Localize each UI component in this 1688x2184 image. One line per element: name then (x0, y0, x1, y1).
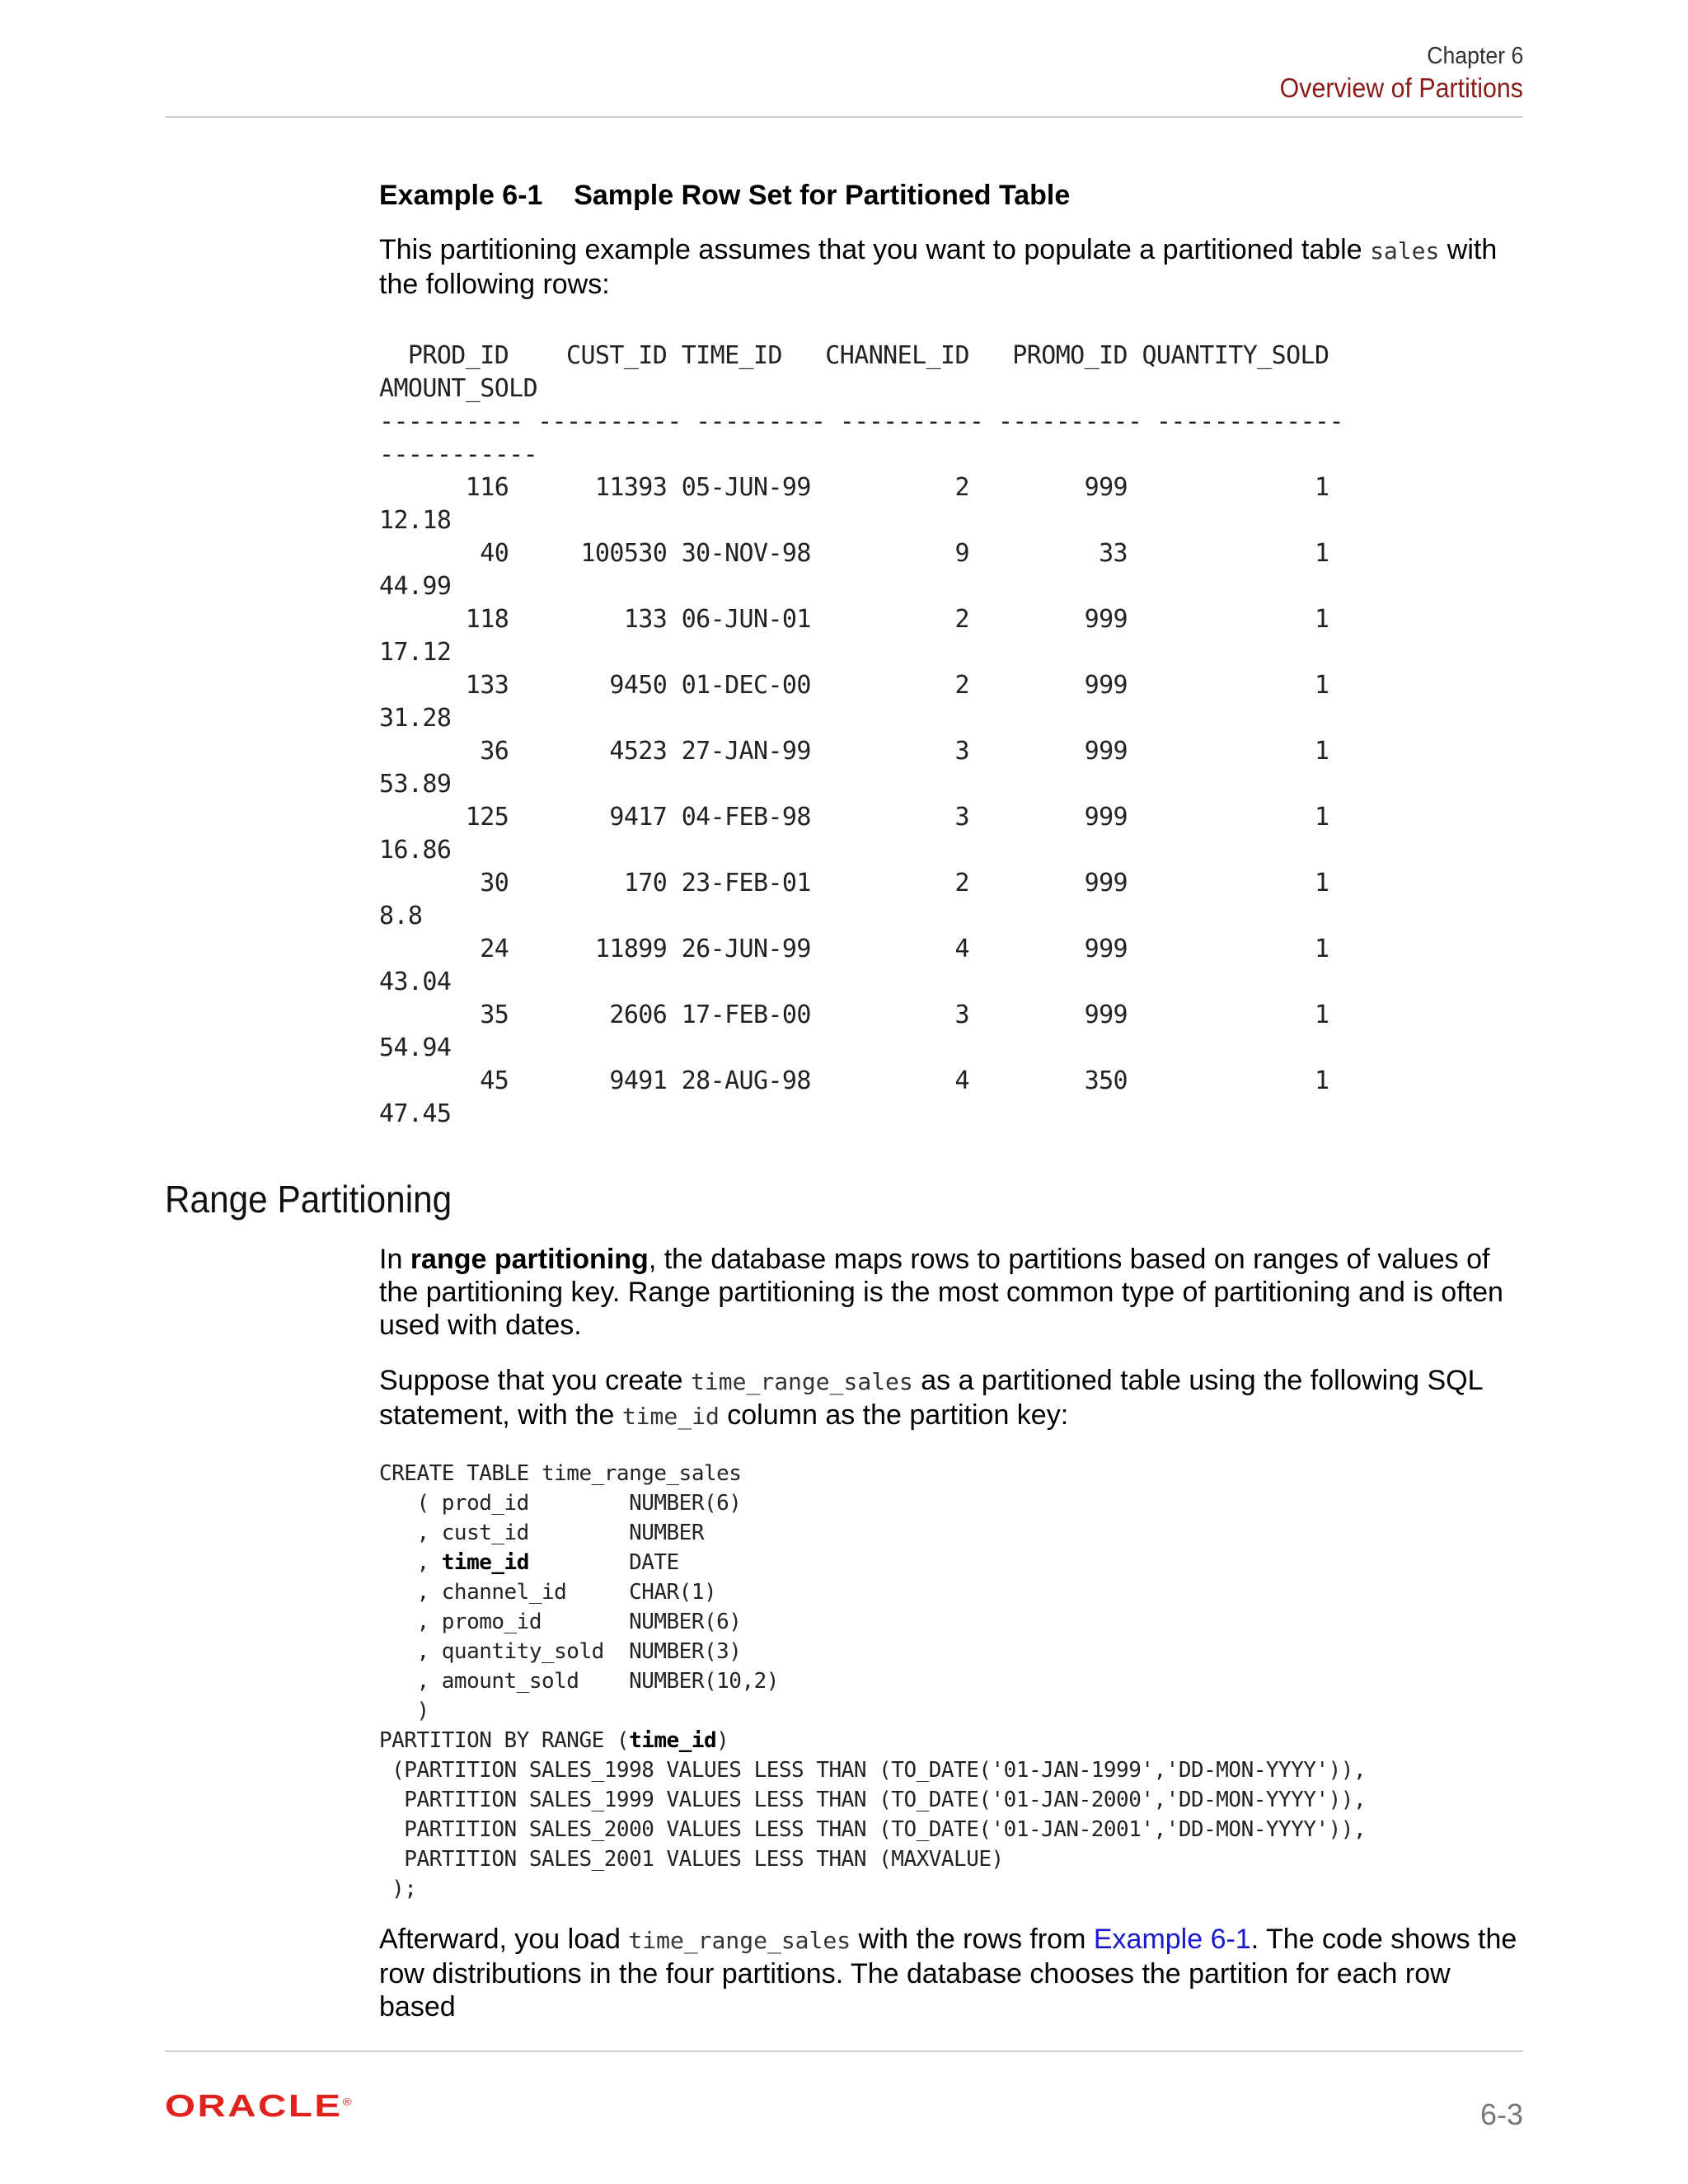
header-divider (165, 116, 1523, 118)
range-paragraph-1: In range partitioning, the database maps rows to partitions based on ranges of values of the partitioning key. Range partitioning is the most common type of partitioning and is often used with dates. (379, 1244, 1503, 1341)
inline-code-sales: sales (1370, 237, 1440, 265)
example-6-1-link[interactable]: Example 6-1 (1093, 1924, 1251, 1955)
create-table-sql: CREATE TABLE time_range_sales ( prod_id NUMBER(6) , cust_id NUMBER , time_id DATE , channel_id CHAR(1) , promo_id NUMBER(6) , quantity_sold NUMBER(3) , amount_sold NUMBER(10,2) ) PARTITION BY RANGE (time_id) (PARTITION SALES_1998 VALUES LESS THAN (TO_DATE('01-JAN-1999','DD-MON-YYYY')), PARTITION SALES_1999 VALUES LESS THAN (TO_DATE('01-JAN-2000','DD-MON-YYYY')), PARTITION SALES_2000 VALUES LESS THAN (TO_DATE('01-JAN-2001','DD-MON-YYYY')), PARTITION SALES_2001 VALUES LESS THAN (MAXVALUE) ); (379, 1461, 1367, 1901)
footer-divider (165, 2050, 1523, 2052)
sample-rows-output: PROD_ID CUST_ID TIME_ID CHANNEL_ID PROMO_ID QUANTITY_SOLD AMOUNT_SOLD ---------- ---------- --------- ---------- ---------- ------------- ----------- 116 11393 05-JUN-99 2 999 1 12.18 40 100530 30-NOV-98 9 33 1 44.99 118 133 06-JUN-01 2 999 1 17.12 133 9450 01-DEC-00 2 999 1 31.28 36 4523 27-JAN-99 3 999 1 53.89 125 9417 04-FEB-98 3 999 1 16.86 30 170 23-FEB-01 2 999 1 8.8 24 11899 26-JUN-99 4 999 1 43.04 35 2606 17-FEB-00 3 999 1 54.94 45 9491 28-AUG-98 4 350 1 47.45 (379, 341, 1343, 1128)
inline-code-time-range-sales: time_range_sales (691, 1368, 913, 1395)
page-number: 6-3 (1479, 2097, 1523, 2131)
range-load-block (379, 1923, 1525, 2023)
range-intro-block (379, 1243, 1525, 1342)
range-create-block (379, 1364, 1525, 1433)
example-intro-block (379, 233, 1525, 301)
range-partitioning-heading: Range Partitioning (165, 1178, 452, 1221)
range-paragraph-2: Suppose that you create time_range_sales as a partitioned table using the following SQL statement, with the time_id column as the partition key: (379, 1365, 1483, 1431)
section-title: Overview of Partitions (1279, 73, 1523, 103)
example-title: Example 6-1 Sample Row Set for Partitioned Table (379, 180, 1071, 211)
range-paragraph-3: Afterward, you load time_range_sales with the rows from Example 6-1. The code shows the row distributions in the four partitions. The database chooses the partition for each row based (379, 1924, 1517, 2022)
oracle-logo: ORACLE® (165, 2089, 354, 2124)
chapter-label: Chapter 6 (1426, 43, 1523, 69)
example-intro: This partitioning example assumes that you want to populate a partitioned table sales with the following rows: (379, 234, 1498, 300)
inline-code-time-range-sales-2: time_range_sales (628, 1927, 851, 1954)
inline-code-time-id: time_id (621, 1403, 720, 1430)
